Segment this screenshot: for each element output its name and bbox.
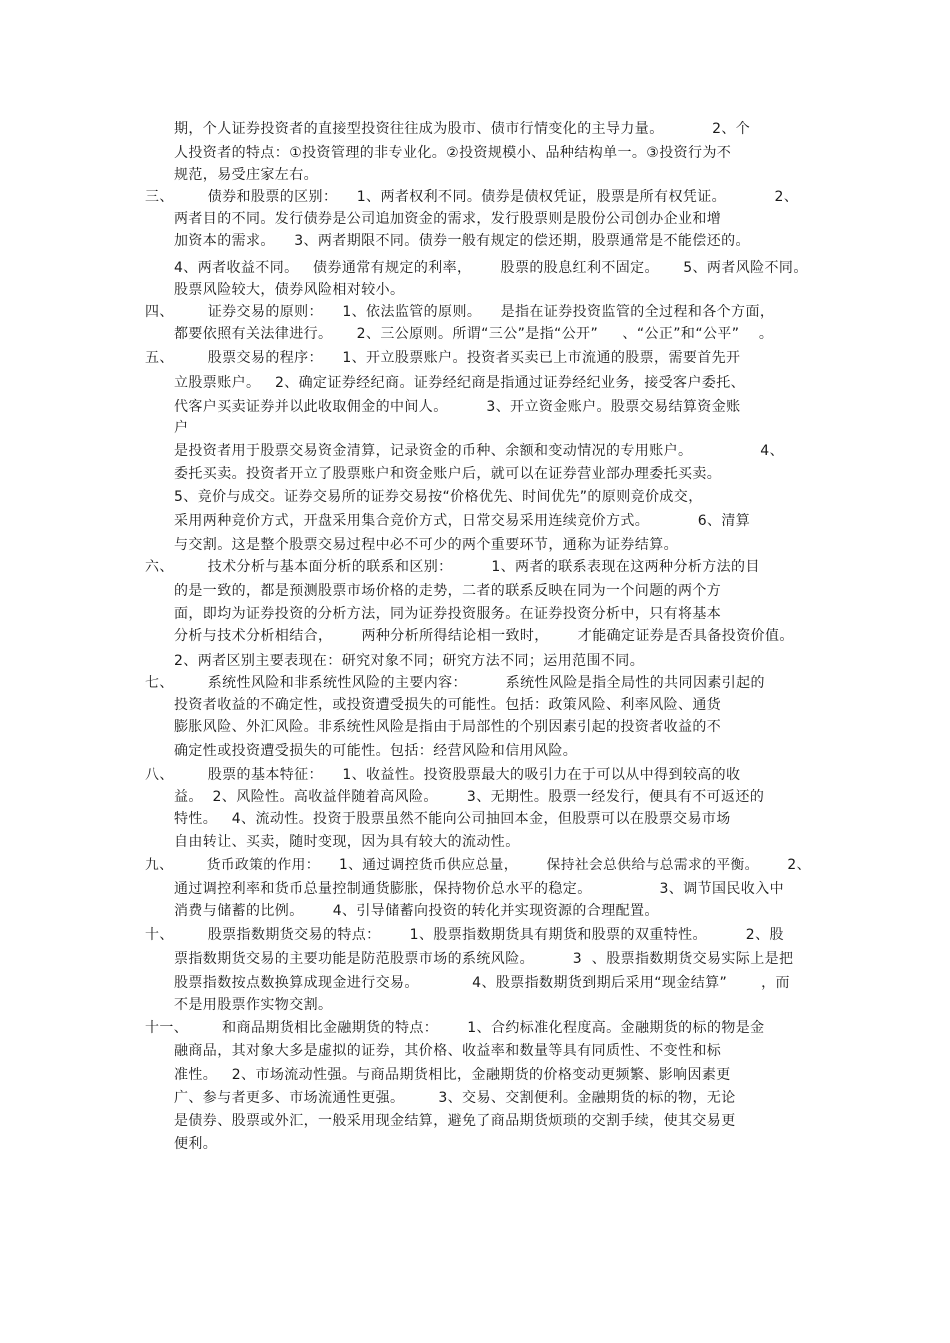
text-line: 特性。 4、流动性。投资于股票虽然不能向公司抽回本金，但股票可以在股票交易市场 xyxy=(174,811,731,827)
text-line: 面，即均为证券投资的分析方法，同为证券投资服务。在证券投资分析中，只有将基本 xyxy=(174,606,722,622)
text-line: 广、参与者更多、市场流通性更强。 3、交易、交割便利。金融期货的标的物，无论 xyxy=(174,1090,736,1106)
text-line: 融商品，其对象大多是虚拟的证券，其价格、收益率和数量等具有同质性、不变性和标 xyxy=(174,1043,722,1059)
section-heading: 八、 股票的基本特征： 1、收益性。投资股票最大的吸引力在于可以从中得到较高的收 xyxy=(145,767,741,783)
text-line: 膨胀风险、外汇风险。非系统性风险是指由于局部性的个别因素引起的投资者收益的不 xyxy=(174,719,722,735)
text-line: 都要依照有关法律进行。 2、三公原则。所谓“三公”是指“公开” 、“公正”和“公平” 。 xyxy=(174,326,774,342)
text-line: 投资者收益的不确定性，或投资遭受损失的可能性。包括：政策风险、利率风险、通货 xyxy=(174,697,722,713)
text-line: 是债券、股票或外汇，一般采用现金结算，避免了商品期货烦琐的交割手续，使其交易更 xyxy=(174,1113,736,1129)
section-heading: 六、 技术分析与基本面分析的联系和区别： 1、两者的联系表现在这两种分析方法的目 xyxy=(145,559,760,575)
text-line: 期，个人证券投资者的直接型投资往往成为股市、债市行情变化的主导力量。 2、个 xyxy=(174,121,751,137)
text-line: 人投资者的特点：①投资管理的非专业化。②投资规模小、品种结构单一。③投资行为不 xyxy=(174,145,732,161)
text-line: 立股票账户。 2、确定证券经纪商。证券经纪商是指通过证券经纪业务，接受客户委托、 xyxy=(174,375,746,391)
text-line: 加资本的需求。 3、两者期限不同。债券一般有规定的偿还期，股票通常是不能偿还的。 xyxy=(174,233,750,249)
section-heading: 九、 货币政策的作用： 1、通过调控货币供应总量， 保持社会总供给与总需求的平衡。 2、 xyxy=(145,857,811,873)
section-heading: 十、 股票指数期货交易的特点： 1、股票指数期货具有期货和股票的双重特性。 2、股 xyxy=(145,927,784,943)
text-line: 采用两种竞价方式，开盘采用集合竞价方式，日常交易采用连续竞价方式。 6、清算 xyxy=(174,513,751,529)
section-heading: 三、 债券和股票的区别： 1、两者权利不同。债券是债权凭证，股票是所有权凭证。 2、 xyxy=(145,189,799,205)
text-line: 确定性或投资遭受损失的可能性。包括：经营风险和信用风险。 xyxy=(174,743,578,759)
text-line: 的是一致的，都是预测股票市场价格的走势，二者的联系反映在同为一个问题的两个方 xyxy=(174,583,722,599)
text-line: 是投资者用于股票交易资金清算，记录资金的币种、余额和变动情况的专用账户。 4、 xyxy=(174,443,785,459)
section-heading: 四、 证券交易的原则： 1、依法监管的原则。 是指在证券投资监管的全过程和各个方面， xyxy=(145,304,775,320)
text-line: 代客户买卖证券并以此收取佣金的中间人。 3、开立资金账户。股票交易结算资金账 xyxy=(174,399,741,415)
text-line: 5、竞价与成交。证券交易所的证券交易按“价格优先、时间优先”的原则竞价成交， xyxy=(174,489,703,505)
text-line: 与交割。这是整个股票交易过程中必不可少的两个重要环节，通称为证券结算。 xyxy=(174,537,678,553)
text-line: 股票风险较大，债券风险相对较小。 xyxy=(174,282,405,298)
text-line: 两者目的不同。发行债券是公司追加资金的需求，发行股票则是股份公司创办企业和增 xyxy=(174,211,722,227)
text-line: 消费与储蓄的比例。 4、引导储蓄向投资的转化并实现资源的合理配置。 xyxy=(174,903,659,919)
text-line: 规范，易受庄家左右。 xyxy=(174,167,318,183)
text-line: 股票指数按点数换算成现金进行交易。 4、股票指数期货到期后采用“现金结算” ，而 xyxy=(174,975,790,991)
text-line: 便利。 xyxy=(174,1136,218,1152)
text-line: 户 xyxy=(174,420,189,436)
section-heading: 十一、 和商品期货相比金融期货的特点： 1、合约标准化程度高。金融期货的标的物是金 xyxy=(145,1020,765,1036)
text-line: 票指数期货交易的主要功能是防范股票市场的系统风险。 3 、股票指数期货交易实际上是把 xyxy=(174,951,794,967)
text-line: 4、两者收益不同。 债券通常有规定的利率， 股票的股息红利不固定。 5、两者风险不同。 xyxy=(174,260,808,276)
section-heading: 七、 系统性风险和非系统性风险的主要内容： 系统性风险是指全局性的共同因素引起的 xyxy=(145,675,765,691)
text-line: 不是用股票作实物交割。 xyxy=(174,997,333,1013)
text-line: 委托买卖。投资者开立了股票账户和资金账户后，就可以在证券营业部办理委托买卖。 xyxy=(174,466,722,482)
text-line: 自由转让、买卖，随时变现，因为具有较大的流动性。 xyxy=(174,834,520,850)
text-line: 益。 2、风险性。高收益伴随着高风险。 3、无期性。股票一经发行，便具有不可返还的 xyxy=(174,789,765,805)
text-line: 分析与技术分析相结合， 两种分析所得结论相一致时， 才能确定证券是否具备投资价值。 xyxy=(174,628,794,644)
text-line: 2、两者区别主要表现在：研究对象不同；研究方法不同；运用范围不同。 xyxy=(174,653,645,669)
text-line: 准性。 2、市场流动性强。与商品期货相比，金融期货的价格变动更频繁、影响因素更 xyxy=(174,1067,731,1083)
text-line: 通过调控利率和货币总量控制通货膨胀，保持物价总水平的稳定。 3、调节国民收入中 xyxy=(174,881,785,897)
section-heading: 五、 股票交易的程序： 1、开立股票账户。投资者买卖已上市流通的股票，需要首先开 xyxy=(145,350,741,366)
